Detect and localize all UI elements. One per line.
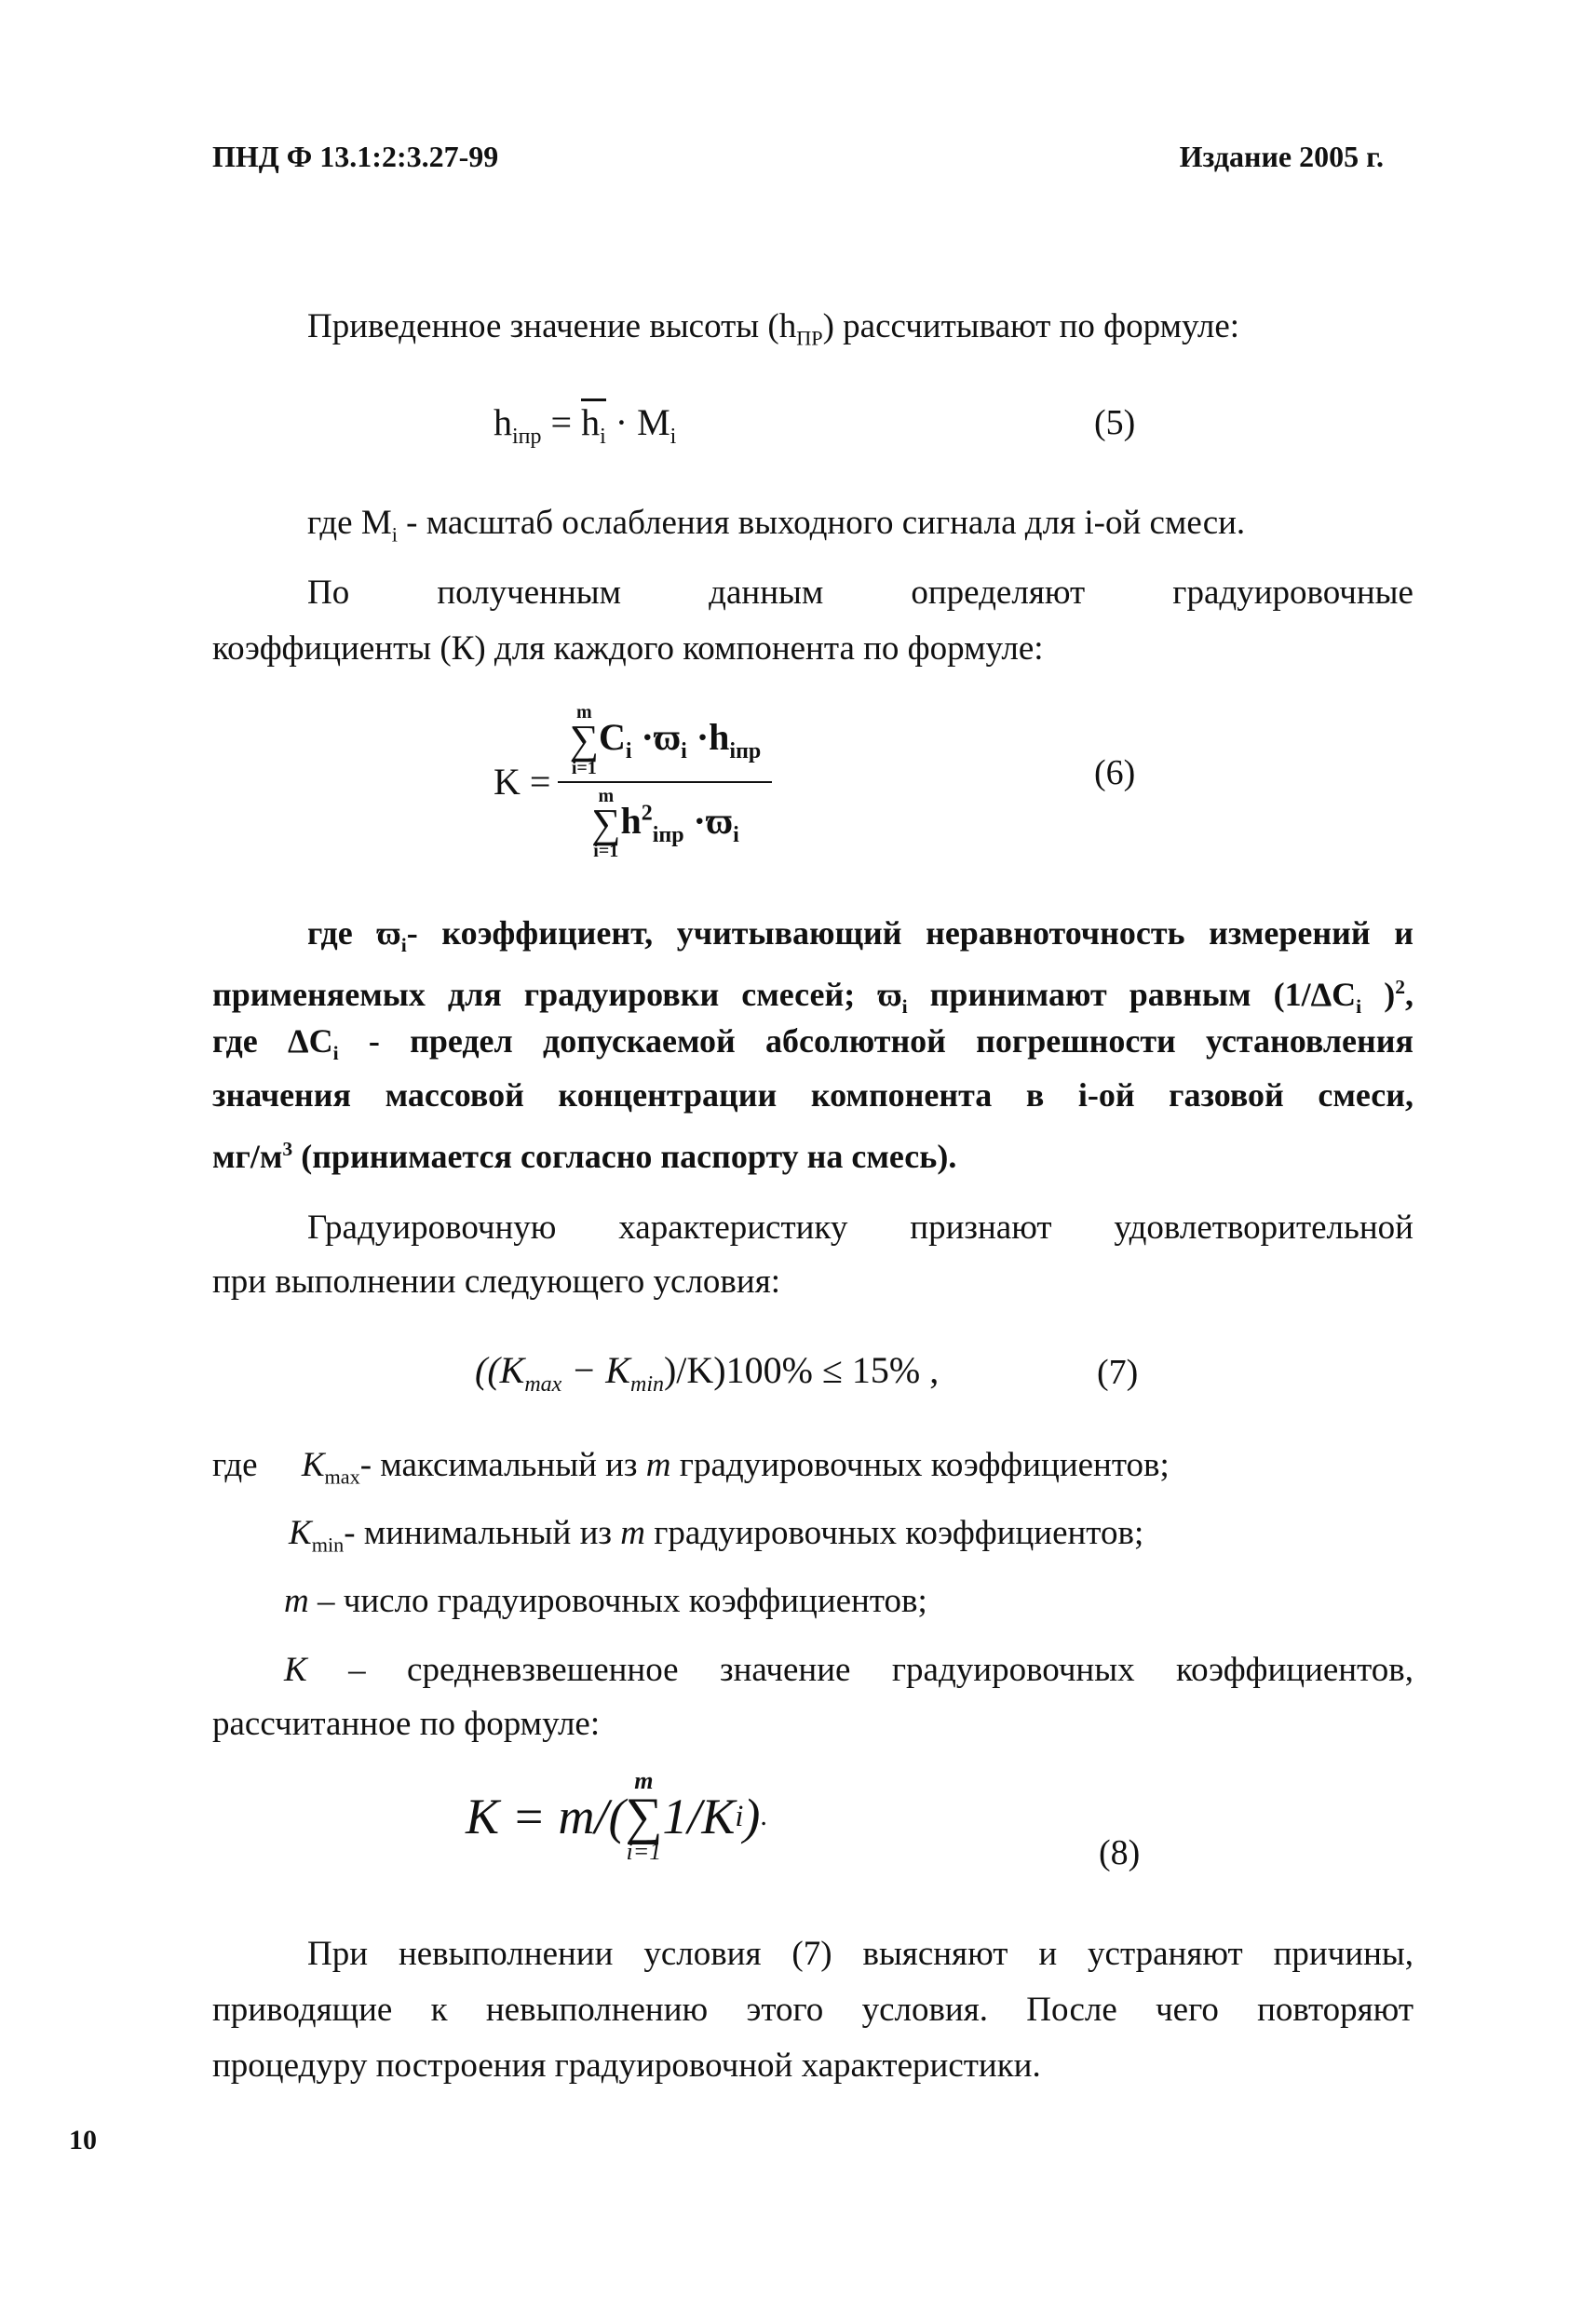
formula-8-number: (8) bbox=[1099, 1833, 1141, 1872]
paragraph-criterion-line1: Градуировочную характеристику признают удовлетворительной bbox=[307, 1209, 1413, 1247]
edition-label: Издание 2005 г. bbox=[1179, 140, 1384, 173]
definition-k-line2: рассчитанное по формуле: bbox=[212, 1705, 601, 1743]
paragraph-final-line2: приводящие к невыполнению этого условия. После чего повторяют bbox=[212, 1991, 1413, 2029]
formula-6-fraction: m ∑ i=1 $C_i \cdot ϖ_i \cdot h_{iпр}$ m ∑ i=1 $h^2_{iпр} \cdot ϖ_i$ bbox=[558, 703, 772, 860]
paragraph-coefficients-line1: По полученным данным определяют градуировочные bbox=[307, 574, 1413, 612]
paragraph-final-line1: При невыполнении условия (7) выясняют и устраняют причины, bbox=[307, 1935, 1413, 1973]
formula-7: $((K_{max} - K_{min})/K)100\% \le 15\%$ , bbox=[475, 1349, 940, 1397]
where-m-definition: где $M_i$ - масштаб ослабления выходного сигнала для i-ой смеси. bbox=[307, 504, 1246, 547]
paragraph-coefficients-line2: коэффициенты (К) для каждого компонента по формуле: bbox=[212, 629, 1044, 668]
definition-kmin: $K_{min}-$ минимальный из m градуировочных коэффициентов; bbox=[289, 1514, 1144, 1557]
document-code: ПНД Ф 13.1:2:3.27-99 bbox=[212, 140, 499, 173]
paragraph-weights-line3: где $\Delta C_i$ - предел допускаемой абсолютной погрешности установления bbox=[212, 1022, 1413, 1065]
formula-5: $h_{iпр} = h_i \cdot M_i$ bbox=[494, 400, 676, 450]
paragraph-intro: Приведенное значение высоты $(h_{ПР})$ рассчитывают по формуле: bbox=[307, 307, 1240, 350]
formula-6: K = m ∑ i=1 $C_i \cdot ϖ_i \cdot h_{iпр}$ m ∑ i=1 $h^2_{iпр} \cdot ϖ_i$ bbox=[494, 703, 772, 860]
paragraph-final-line3: процедуру построения градуировочной характеристики. bbox=[212, 2047, 1041, 2085]
paragraph-weights-line4: значения массовой концентрации компонента в i-ой газовой смеси, bbox=[212, 1076, 1413, 1114]
formula-7-number: (7) bbox=[1097, 1353, 1139, 1392]
paragraph-weights-line5: $мг/м^3$ (принимается согласно паспорту на смесь). bbox=[212, 1138, 957, 1175]
definition-m: m – число градуировочных коэффициентов; bbox=[284, 1582, 927, 1620]
formula-6-number: (6) bbox=[1094, 753, 1136, 792]
paragraph-criterion-line2: при выполнении следующего условия: bbox=[212, 1263, 780, 1301]
paragraph-weights-line1: где $ϖ_i-$ коэффициент, учитывающий неравноточность измерений и bbox=[307, 914, 1413, 957]
formula-5-number: (5) bbox=[1094, 403, 1136, 442]
formula-8: K = m/( m ∑ i=1 1/K i ) . bbox=[466, 1767, 767, 1866]
definition-k: K – средневзвешенное значение градуировочных коэффициентов, bbox=[284, 1651, 1413, 1689]
paragraph-weights-line2: применяемых для градуировки смесей; $ϖ_i$ принимают равным ($1/\Delta C_i$ )$^2$, bbox=[212, 976, 1413, 1019]
definition-kmax: где $K_{max}-$ максимальный из m градуировочных коэффициентов; bbox=[212, 1446, 1170, 1489]
page-number: 10 bbox=[69, 2125, 97, 2155]
